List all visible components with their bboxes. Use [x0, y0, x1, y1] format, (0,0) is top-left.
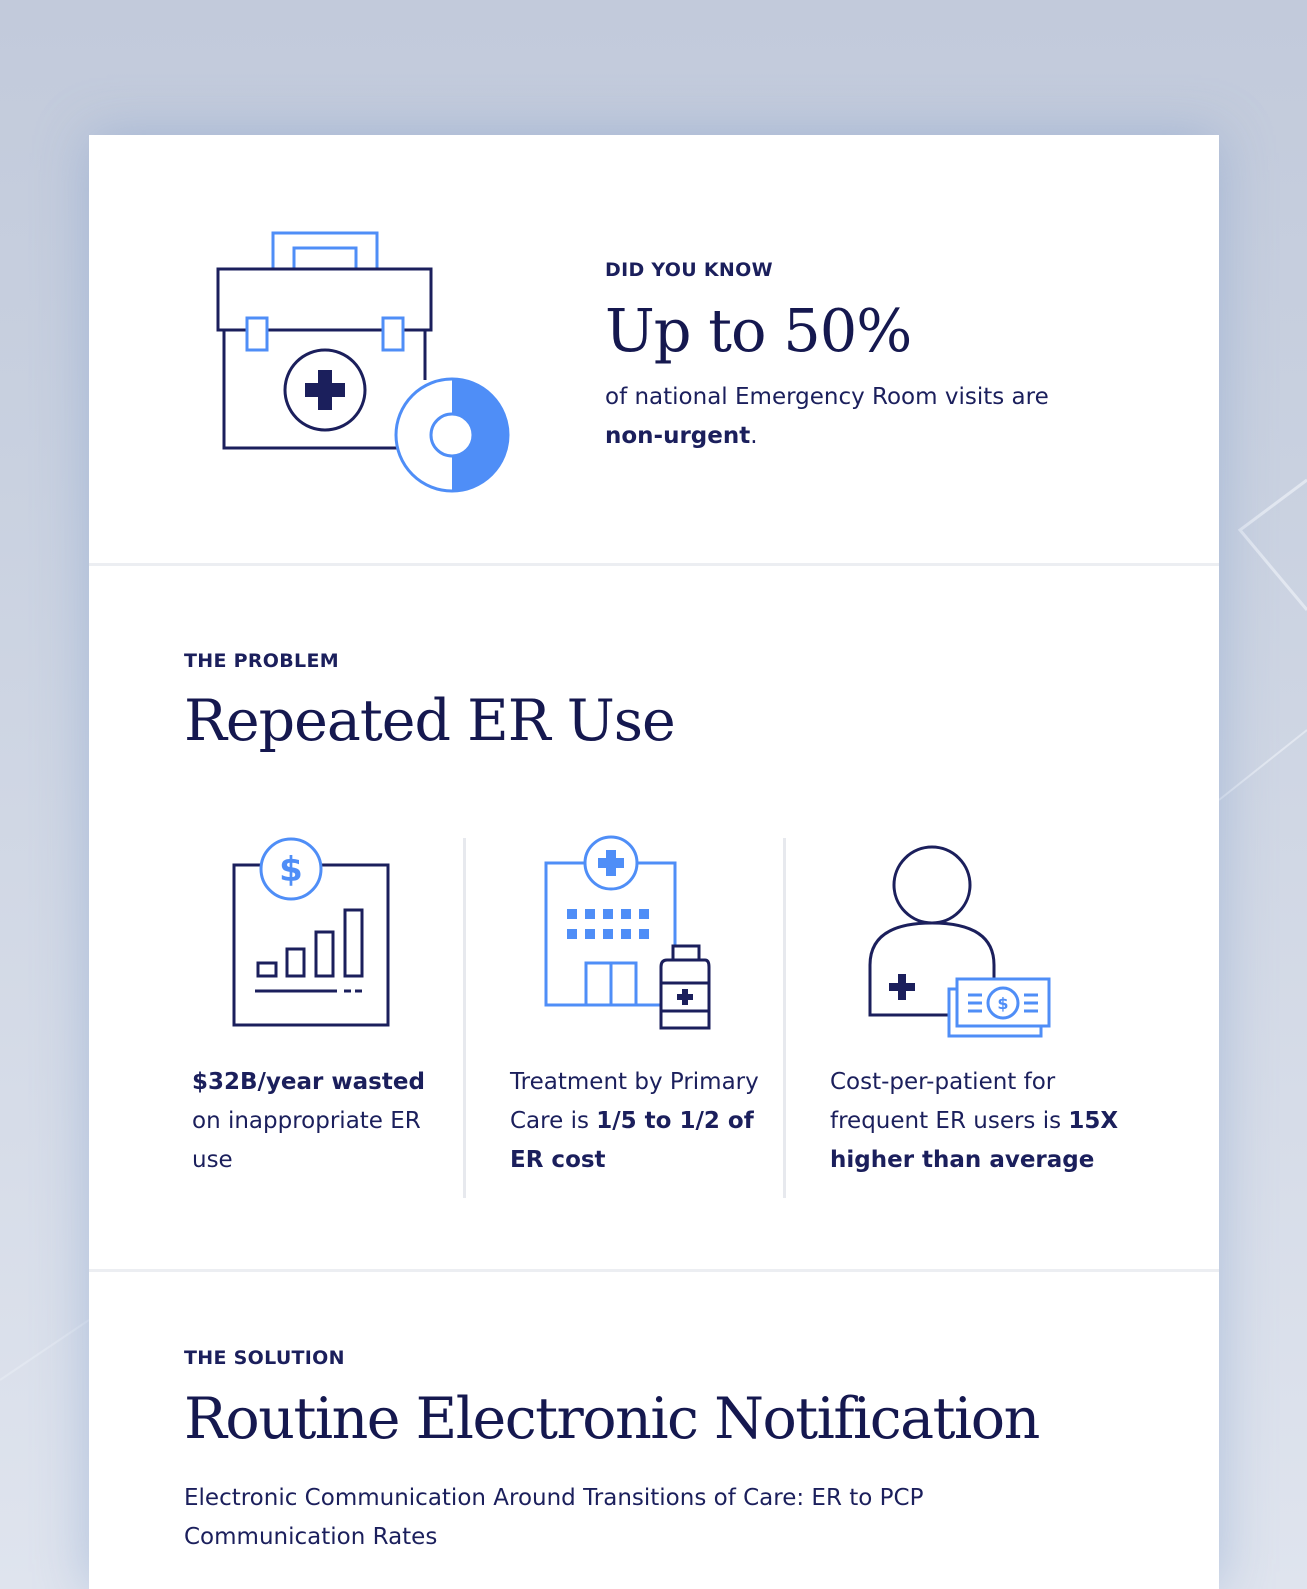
solution-title: Routine Electronic Notification: [184, 1386, 1039, 1452]
column-separator: [463, 838, 466, 1198]
did-you-know-eyebrow: DID YOU KNOW: [605, 259, 773, 281]
first-aid-kit-icon: [214, 230, 514, 500]
non-urgent-emphasis: non-urgent: [605, 423, 751, 449]
problem-title: Repeated ER Use: [184, 688, 675, 754]
solution-eyebrow: THE SOLUTION: [184, 1347, 345, 1369]
stat-primary-care-cost: Treatment by Primary Care is 1/5 to 1/2 of ER cost: [510, 1069, 759, 1173]
column-separator: [783, 838, 786, 1198]
problem-eyebrow: THE PROBLEM: [184, 650, 339, 672]
section-divider: [89, 563, 1219, 566]
bar-chart-dollar-icon: [229, 835, 399, 1035]
section-divider: [89, 1269, 1219, 1272]
hospital-building-icon: [541, 835, 721, 1035]
solution-subtitle: Electronic Communication Around Transitions of Care: ER to PCP Communication Rates: [184, 1485, 924, 1550]
stat-headline: Up to 50%: [605, 296, 912, 365]
stat-wasted-cost: $32B/year wasted on inappropriate ER use: [192, 1069, 425, 1173]
stat-description: of national Emergency Room visits are non-urgent.: [605, 384, 1049, 449]
svg-text:$: $: [279, 850, 303, 890]
infographic-card: [89, 135, 1219, 1589]
svg-text:$: $: [997, 994, 1009, 1013]
patient-cash-icon: [864, 843, 1054, 1038]
stat-frequent-user-cost: Cost-per-patient for frequent ER users is 15X higher than average: [830, 1069, 1119, 1173]
